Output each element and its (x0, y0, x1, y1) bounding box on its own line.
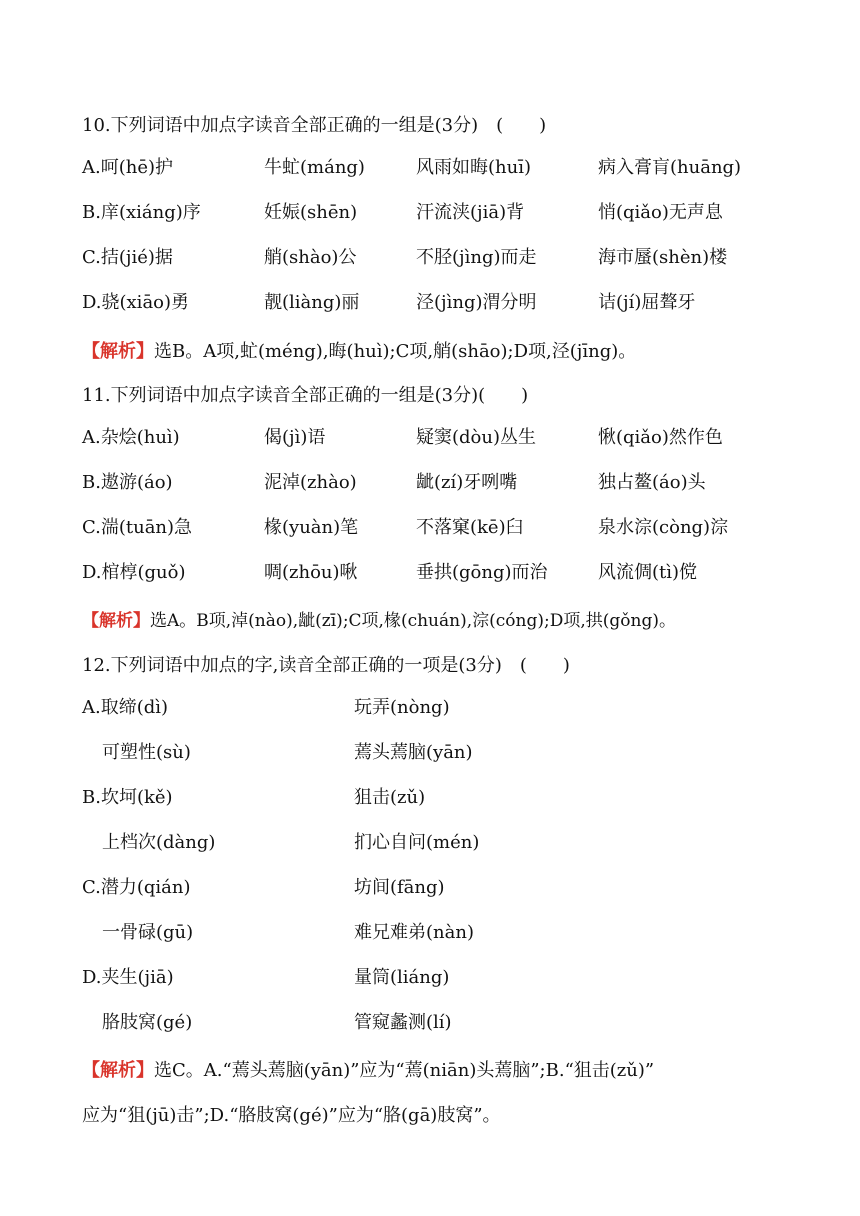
q10-analysis-text: 选B。A项,虻(méng),晦(huì);C项,艄(shāo);D项,泾(jīng)。 (154, 341, 637, 362)
q10-option-c-3: 不胫(jìng)而走 (416, 247, 537, 268)
analysis-tag: 【解析】 (82, 341, 154, 362)
q11-option-b-1: B.遨游(áo) (82, 472, 173, 493)
q12-option-d-4: 管窥蠡测(lí) (354, 1012, 452, 1033)
q11-option-c-4: 泉水淙(còng)淙 (598, 517, 729, 538)
q12-analysis-text-2: 应为“狙(jū)击”;D.“胳肢窝(gé)”应为“胳(gā)肢窝”。 (82, 1105, 501, 1126)
q12-option-c-3: 一骨碌(gū) (102, 922, 194, 943)
q12-option-a-4: 蔫头蔫脑(yān) (354, 742, 473, 763)
q11-option-a-3: 疑窦(dòu)丛生 (416, 427, 536, 448)
q12-option-d-3: 胳肢窝(gé) (102, 1012, 193, 1033)
q10-option-a-2: 牛虻(máng) (264, 157, 365, 178)
q11-option-d-1: D.棺椁(guǒ) (82, 562, 186, 583)
q11-option-d-3: 垂拱(gōng)而治 (416, 562, 548, 583)
q10-option-a-4: 病入膏肓(huāng) (598, 157, 742, 178)
q10-option-c-4: 海市蜃(shèn)楼 (598, 247, 728, 268)
q12-option-b-4: 扪心自问(mén) (354, 832, 480, 853)
q11-option-d-2: 啁(zhōu)啾 (264, 562, 358, 583)
q12-option-c-2: 坊间(fāng) (354, 877, 445, 898)
q10-option-c-1: C.拮(jié)据 (82, 247, 173, 268)
q12-option-b-1: B.坎坷(kě) (82, 787, 173, 808)
q10-option-d-1: D.骁(xiāo)勇 (82, 292, 190, 313)
q11-option-c-2: 椽(yuàn)笔 (264, 517, 359, 538)
q12-option-b-2: 狙击(zǔ) (354, 787, 426, 808)
question-11-stem: 11.下列词语中加点字读音全部正确的一组是(3分)( ) (82, 385, 529, 406)
q12-option-a-3: 可塑性(sù) (102, 742, 191, 763)
q11-option-c-1: C.湍(tuān)急 (82, 517, 193, 538)
analysis-tag: 【解析】 (82, 611, 150, 631)
q10-option-d-2: 靓(liàng)丽 (264, 292, 360, 313)
q12-option-b-3: 上档次(dàng) (102, 832, 216, 853)
q11-option-a-2: 偈(jì)语 (264, 427, 326, 448)
q12-option-c-4: 难兄难弟(nàn) (354, 922, 474, 943)
q11-option-c-3: 不落窠(kē)臼 (416, 517, 524, 538)
q10-option-a-3: 风雨如晦(huī) (416, 157, 531, 178)
q10-option-b-4: 悄(qiǎo)无声息 (598, 202, 723, 223)
q11-option-b-2: 泥淖(zhào) (264, 472, 357, 493)
q11-analysis-text: 选A。B项,淖(nào),龇(zī);C项,椽(chuán),淙(cóng);D项,拱(gǒng)。 (150, 611, 676, 631)
q10-option-b-1: B.庠(xiáng)序 (82, 202, 201, 223)
q10-option-c-2: 艄(shào)公 (264, 247, 357, 268)
q11-option-d-4: 风流倜(tì)傥 (598, 562, 698, 583)
q12-option-d-2: 量筒(liáng) (354, 967, 450, 988)
q11-option-b-3: 龇(zí)牙咧嘴 (416, 472, 518, 493)
analysis-tag: 【解析】 (82, 1060, 154, 1081)
q12-analysis-text-1: 选C。A.“蔫头蔫脑(yān)”应为“蔫(niān)头蔫脑”;B.“狙击(zǔ)” (154, 1060, 655, 1081)
q10-option-b-2: 妊娠(shēn) (264, 202, 358, 223)
question-12-stem: 12.下列词语中加点的字,读音全部正确的一项是(3分) ( ) (82, 655, 570, 676)
q10-analysis (82, 340, 636, 364)
q12-option-c-1: C.潜力(qián) (82, 877, 191, 898)
q11-analysis (82, 609, 676, 633)
q10-option-d-3: 泾(jìng)渭分明 (416, 292, 537, 313)
question-10-stem: 10.下列词语中加点字读音全部正确的一组是(3分) ( ) (82, 115, 547, 136)
q10-option-d-4: 诘(jí)屈聱牙 (598, 292, 696, 313)
q10-option-a-1: A.呵(hē)护 (82, 157, 174, 178)
q11-option-a-4: 愀(qiǎo)然作色 (598, 427, 723, 448)
q12-option-d-1: D.夹生(jiā) (82, 967, 174, 988)
q10-option-b-3: 汗流浃(jiā)背 (416, 202, 525, 223)
q11-option-b-4: 独占鳌(áo)头 (598, 472, 706, 493)
q12-analysis (82, 1059, 654, 1083)
q12-option-a-2: 玩弄(nòng) (354, 697, 450, 718)
q11-option-a-1: A.杂烩(huì) (82, 427, 180, 448)
q12-option-a-1: A.取缔(dì) (82, 697, 169, 718)
